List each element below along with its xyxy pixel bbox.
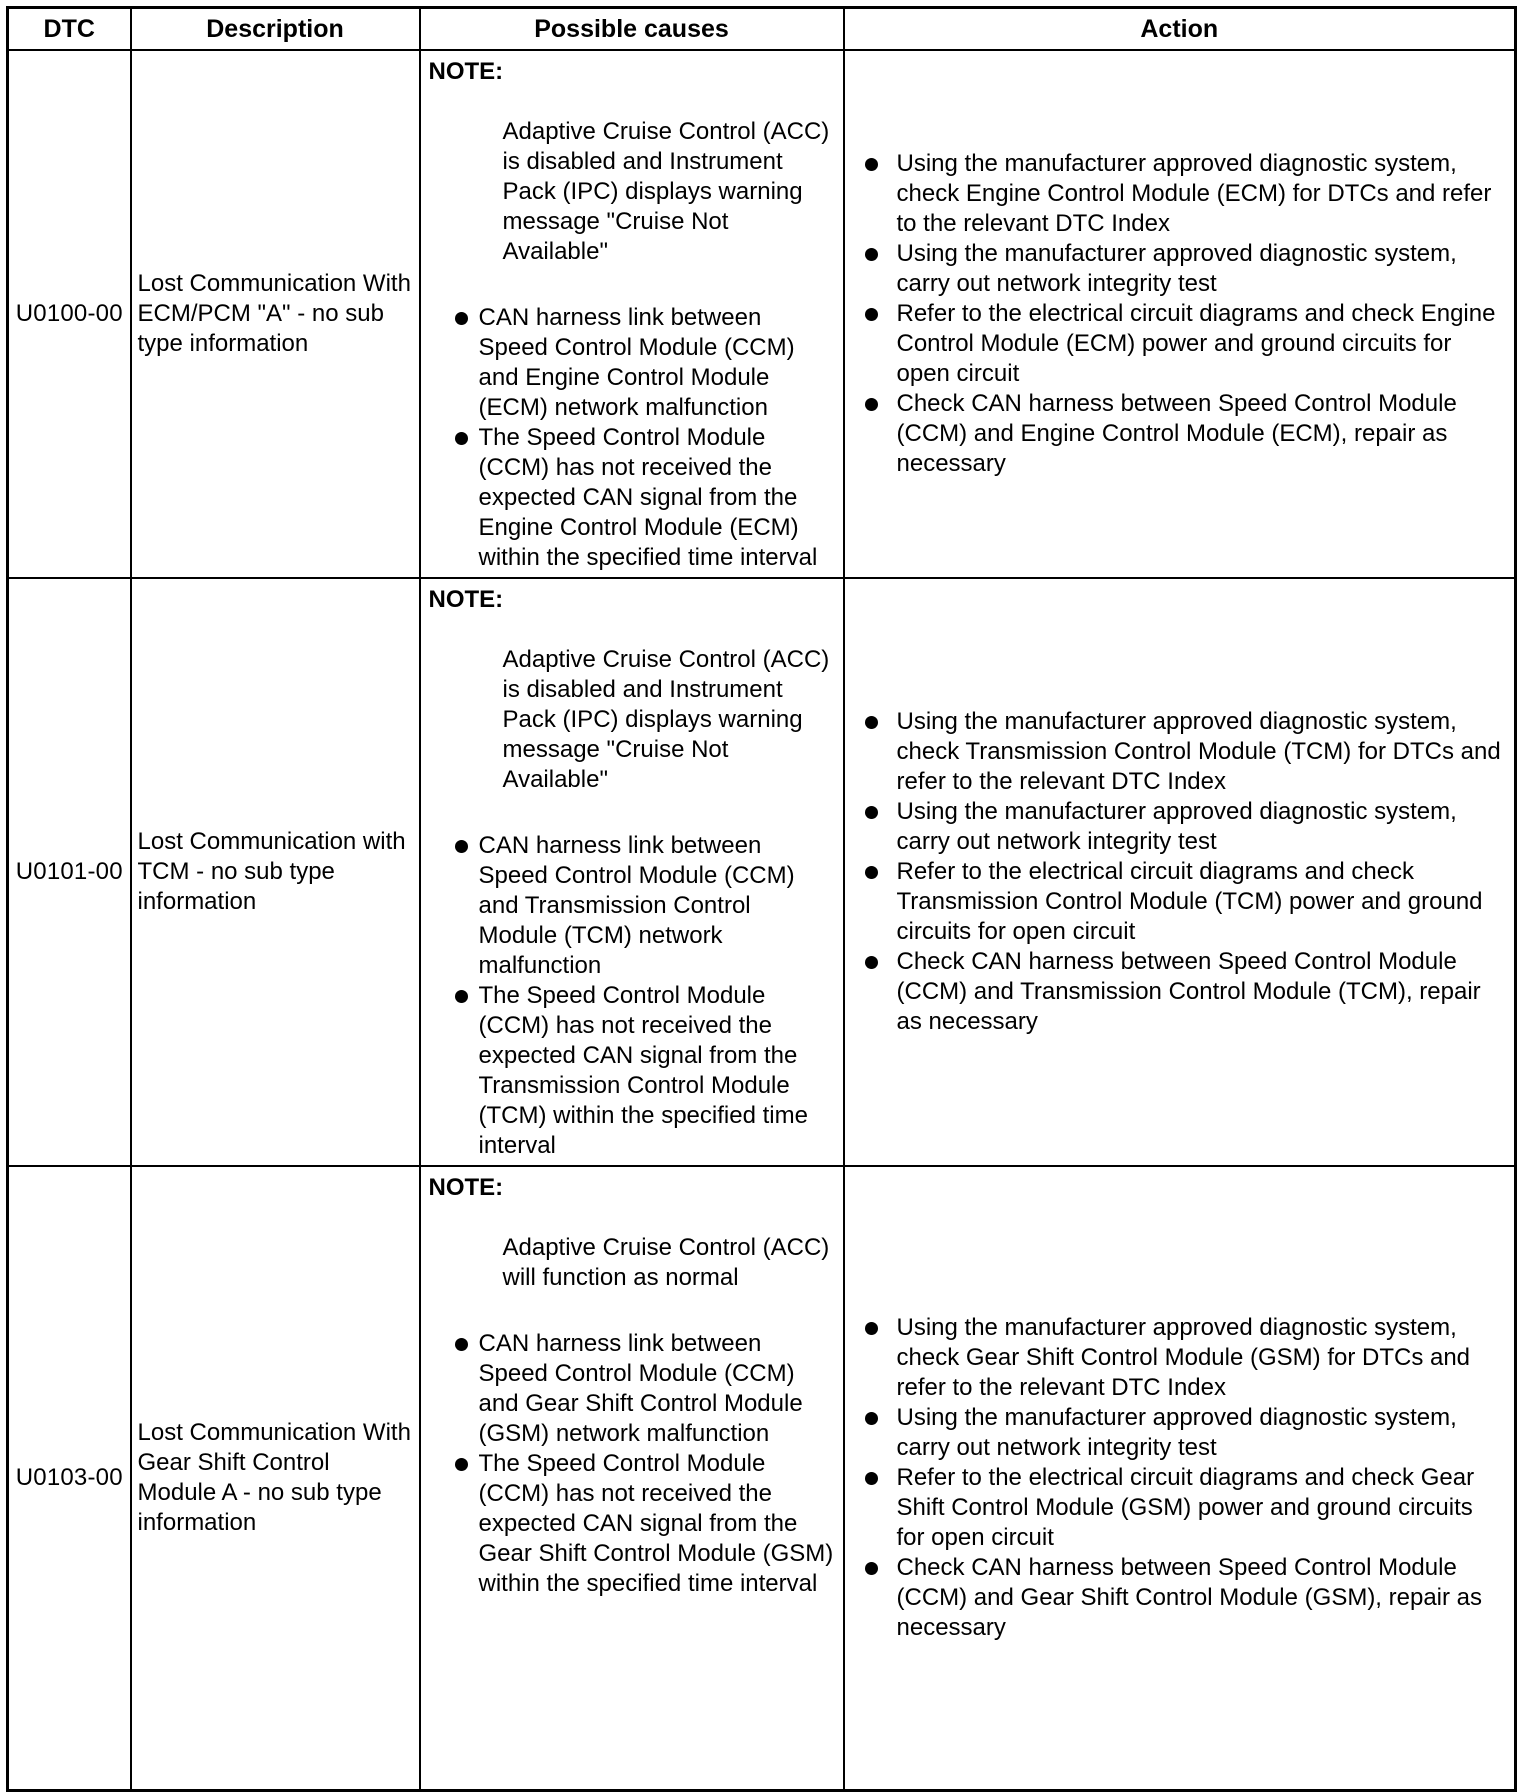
header-row <box>8 8 1516 51</box>
bullet-icon <box>865 1322 878 1335</box>
bullet-icon <box>865 866 878 879</box>
cause-text: The Speed Control Module (CCM) has not received the expected CAN signal from the Gear Shift Control Module (GSM) within the specified time interval <box>478 1450 834 1597</box>
cause-text: The Speed Control Module (CCM) has not received the expected CAN signal from the Transmission Control Module (TCM) within the specified time interval <box>478 982 808 1159</box>
action-cell <box>844 1166 1516 1790</box>
table-row <box>8 1166 1516 1790</box>
bullet-icon <box>455 312 468 325</box>
bullet-icon <box>455 990 468 1003</box>
possible-causes-cell <box>420 50 844 578</box>
cause-item <box>429 1329 835 1449</box>
bullet-icon <box>865 158 878 171</box>
action-item <box>865 857 1507 947</box>
action-item <box>865 797 1507 857</box>
cause-text: The Speed Control Module (CCM) has not received the expected CAN signal from the Engine Control Module (ECM) within the specified time interval <box>478 424 818 571</box>
possible-causes-cell <box>420 578 844 1166</box>
action-text: Check CAN harness between Speed Control Module (CCM) and Engine Control Module (ECM), repair as necessary <box>896 390 1457 477</box>
action-text: Using the manufacturer approved diagnostic system, carry out network integrity test <box>896 240 1457 297</box>
dtc-code: U0100-00 <box>8 50 131 578</box>
action-text: Using the manufacturer approved diagnostic system, check Gear Shift Control Module (GSM) for DTCs and refer to the relevant DTC Index <box>896 1313 1471 1401</box>
action-text: Check CAN harness between Speed Control Module (CCM) and Transmission Control Module (TCM), repair as necessary <box>896 948 1481 1035</box>
bullet-icon <box>455 1458 468 1471</box>
action-item <box>865 1553 1507 1643</box>
header-dtc: DTC <box>8 8 131 51</box>
cause-item <box>429 303 835 423</box>
bullet-icon <box>455 840 468 853</box>
action-item <box>865 149 1507 239</box>
header-description: Description <box>131 8 420 51</box>
action-text: Using the manufacturer approved diagnostic system, carry out network integrity test <box>896 798 1457 855</box>
causes-list <box>429 831 835 1161</box>
bullet-icon <box>865 248 878 261</box>
bullet-icon <box>865 716 878 729</box>
dtc-table <box>6 6 1517 1792</box>
cause-text: CAN harness link between Speed Control Module (CCM) and Gear Shift Control Module (GSM) network malfunction <box>478 1330 803 1447</box>
bullet-icon <box>865 1412 878 1425</box>
action-text: Using the manufacturer approved diagnostic system, check Transmission Control Module (TCM) for DTCs and refer to the relevant DTC Index <box>896 708 1501 795</box>
action-item <box>865 1463 1507 1553</box>
table-row <box>8 578 1516 1166</box>
header-possible-causes: Possible causes <box>420 8 844 51</box>
dtc-code: U0101-00 <box>8 578 131 1166</box>
bullet-icon <box>455 432 468 445</box>
bullet-icon <box>865 308 878 321</box>
dtc-description: Lost Communication With Gear Shift Control Module A - no sub type information <box>131 1166 420 1790</box>
note-text: Adaptive Cruise Control (ACC) is disabled and Instrument Pack (IPC) displays warning message "Cruise Not Available" <box>502 118 830 265</box>
cause-text: CAN harness link between Speed Control Module (CCM) and Transmission Control Module (TCM) network malfunction <box>478 832 795 979</box>
note-label: NOTE: <box>428 58 504 85</box>
action-item <box>865 707 1507 797</box>
dtc-description: Lost Communication With ECM/PCM "A" - no sub type information <box>131 50 420 578</box>
note-text: Adaptive Cruise Control (ACC) is disabled and Instrument Pack (IPC) displays warning message "Cruise Not Available" <box>502 646 830 793</box>
bullet-icon <box>865 956 878 969</box>
bullet-icon <box>865 1472 878 1485</box>
actions-list <box>865 149 1507 479</box>
possible-causes-cell <box>420 1166 844 1790</box>
bullet-icon <box>865 806 878 819</box>
action-cell <box>844 50 1516 578</box>
action-item <box>865 947 1507 1037</box>
table-row <box>8 50 1516 578</box>
cause-item <box>429 423 835 573</box>
action-text: Check CAN harness between Speed Control Module (CCM) and Gear Shift Control Module (GSM), repair as necessary <box>896 1553 1483 1641</box>
note-text: Adaptive Cruise Control (ACC) will function as normal <box>502 1234 830 1291</box>
bullet-icon <box>865 1562 878 1575</box>
cause-item <box>429 981 835 1161</box>
action-text: Refer to the electrical circuit diagrams and check Gear Shift Control Module (GSM) power and ground circuits for open circuit <box>896 1463 1475 1551</box>
action-item <box>865 1403 1507 1463</box>
cause-item <box>429 1449 835 1599</box>
action-cell <box>844 578 1516 1166</box>
dtc-code: U0103-00 <box>8 1166 131 1790</box>
action-text: Refer to the electrical circuit diagrams and check Engine Control Module (ECM) power and ground circuits for open circuit <box>896 300 1496 387</box>
actions-list <box>865 707 1507 1037</box>
header-action: Action <box>844 8 1516 51</box>
action-item <box>865 1313 1507 1403</box>
action-item <box>865 389 1507 479</box>
dtc-description: Lost Communication with TCM - no sub type information <box>131 578 420 1166</box>
action-item <box>865 239 1507 299</box>
cause-item <box>429 831 835 981</box>
note-label: NOTE: <box>428 586 504 613</box>
note-label: NOTE: <box>428 1174 504 1201</box>
cause-text: CAN harness link between Speed Control Module (CCM) and Engine Control Module (ECM) network malfunction <box>478 304 795 421</box>
action-text: Using the manufacturer approved diagnostic system, carry out network integrity test <box>896 1403 1457 1461</box>
causes-list <box>429 1329 835 1599</box>
bullet-icon <box>455 1338 468 1351</box>
actions-list <box>865 1313 1507 1643</box>
causes-list <box>429 303 835 573</box>
action-item <box>865 299 1507 389</box>
bullet-icon <box>865 398 878 411</box>
action-text: Using the manufacturer approved diagnostic system, check Engine Control Module (ECM) for DTCs and refer to the relevant DTC Index <box>896 150 1492 237</box>
action-text: Refer to the electrical circuit diagrams and check Transmission Control Module (TCM) power and ground circuits for open circuit <box>896 858 1483 945</box>
